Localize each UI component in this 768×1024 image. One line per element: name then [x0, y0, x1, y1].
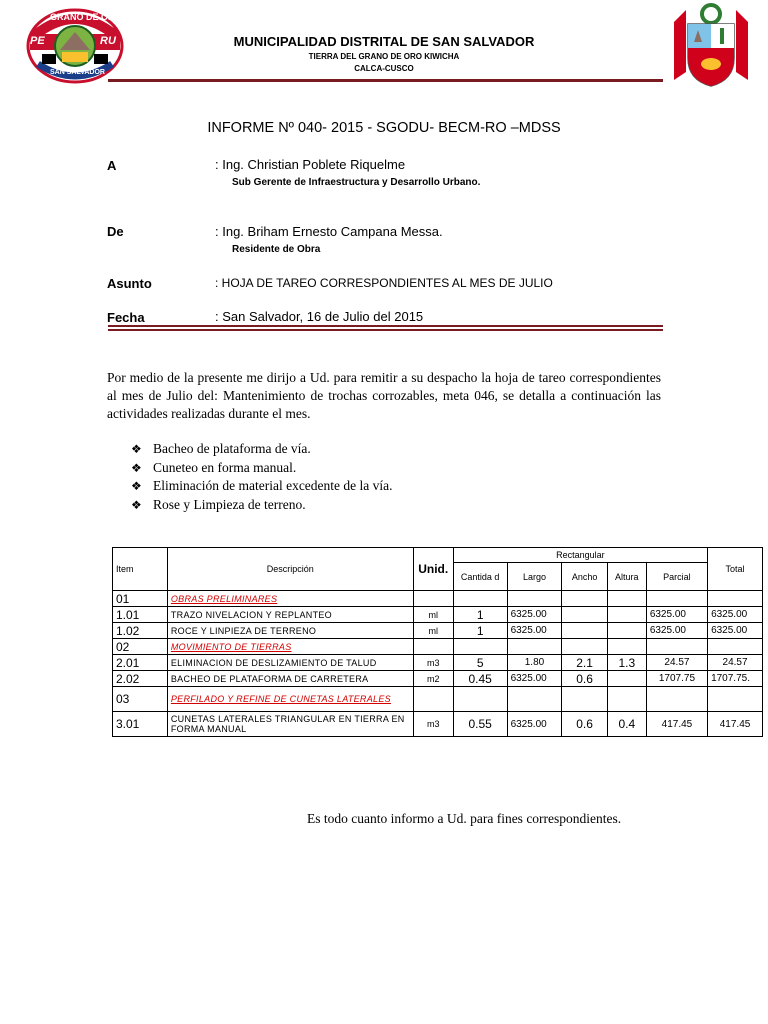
cell-total	[708, 639, 763, 655]
col-header-descripcion: Descripción	[167, 548, 413, 591]
col-header-total: Total	[708, 548, 763, 591]
col-header-parcial: Parcial	[646, 563, 707, 591]
date-value: : San Salvador, 16 de Julio del 2015	[215, 309, 424, 324]
org-tagline: TIERRA DEL GRANO DE ORO KIWICHA	[308, 52, 460, 61]
table-row	[113, 623, 763, 639]
cell-cantidad: 1	[453, 607, 507, 623]
cell-total: 1707.75.	[708, 671, 763, 687]
fields-rule-bottom	[108, 329, 663, 331]
cell-ancho	[562, 639, 607, 655]
cell-cantidad: 0.55	[453, 712, 507, 737]
to-value: : Ing. Christian Poblete Riquelme	[215, 157, 406, 172]
tareo-table	[112, 547, 763, 737]
table-row	[113, 671, 763, 687]
cell-ancho	[562, 607, 607, 623]
list-item	[131, 496, 393, 515]
cell-unid	[413, 639, 453, 655]
activities-list	[131, 440, 393, 514]
cell-parcial: 417.45	[646, 712, 707, 737]
header-rule	[108, 79, 663, 82]
list-item	[131, 477, 393, 496]
cell-desc: OBRAS PRELIMINARES	[167, 591, 413, 607]
col-header-unid: Unid.	[413, 548, 453, 591]
cell-item: 01	[113, 591, 168, 607]
col-header-ancho: Ancho	[562, 563, 607, 591]
cell-parcial	[646, 687, 707, 712]
cell-largo: 6325.00	[507, 671, 562, 687]
from-value: : Ing. Briham Ernesto Campana Messa.	[215, 224, 443, 239]
cell-item: 03	[113, 687, 168, 712]
cell-cantidad	[453, 591, 507, 607]
cell-parcial: 6325.00	[646, 607, 707, 623]
table-row	[113, 655, 763, 671]
logo-text-top: GRANO DE ORO	[50, 12, 122, 22]
cell-cantidad	[453, 687, 507, 712]
table-row	[113, 591, 763, 607]
fields-rule-top	[108, 325, 663, 327]
cell-unid: m3	[413, 655, 453, 671]
cell-item: 1.02	[113, 623, 168, 639]
cell-desc: CUNETAS LATERALES TRIANGULAR EN TIERRA EN FORMA MANUAL	[167, 712, 413, 737]
cell-altura	[607, 623, 646, 639]
closing-text: Es todo cuanto informo a Ud. para fines correspondientes.	[307, 811, 622, 826]
list-item	[131, 440, 393, 459]
subject-label: Asunto	[107, 276, 152, 291]
cell-total: 6325.00	[708, 607, 763, 623]
cell-total	[708, 687, 763, 712]
cell-ancho: 0.6	[562, 712, 607, 737]
date-label: Fecha	[107, 310, 145, 325]
cell-largo	[507, 591, 562, 607]
cell-total: 6325.00	[708, 623, 763, 639]
table-row	[113, 687, 763, 712]
bullet-text: Rose y Limpieza de terreno.	[153, 496, 306, 512]
cell-ancho	[562, 623, 607, 639]
list-item	[131, 459, 393, 478]
col-header-cantidad: Cantida d	[453, 563, 507, 591]
cell-unid: ml	[413, 607, 453, 623]
cell-ancho: 0.6	[562, 671, 607, 687]
cell-parcial: 6325.00	[646, 623, 707, 639]
cell-desc: TRAZO NIVELACION Y REPLANTEO	[167, 607, 413, 623]
cell-desc: PERFILADO Y REFINE DE CUNETAS LATERALES	[167, 687, 413, 712]
cell-unid	[413, 687, 453, 712]
cell-unid	[413, 591, 453, 607]
cell-parcial: 24.57	[646, 655, 707, 671]
cell-altura	[607, 607, 646, 623]
col-header-altura: Altura	[607, 563, 646, 591]
cell-item: 3.01	[113, 712, 168, 737]
cell-desc: BACHEO DE PLATAFORMA DE CARRETERA	[167, 671, 413, 687]
cell-total: 24.57	[708, 655, 763, 671]
org-location: CALCA-CUSCO	[354, 64, 414, 73]
col-header-rectangular: Rectangular	[453, 548, 707, 563]
cell-desc: ELIMINACION DE DESLIZAMIENTO DE TALUD	[167, 655, 413, 671]
diamond-bullet-icon: ❖	[131, 497, 142, 512]
cell-total	[708, 591, 763, 607]
bullet-text: Bacheo de plataforma de vía.	[153, 441, 311, 456]
from-label: De	[107, 224, 124, 239]
informe-title: INFORME Nº 040- 2015 - SGODU- BECM-RO –MDSS	[207, 120, 561, 136]
diamond-bullet-icon: ❖	[131, 442, 142, 456]
cell-ancho: 2.1	[562, 655, 607, 671]
cell-item: 2.02	[113, 671, 168, 687]
cell-altura	[607, 671, 646, 687]
logo-text-right: RU	[100, 35, 116, 47]
cell-ancho	[562, 687, 607, 712]
cell-largo	[507, 639, 562, 655]
from-position: Residente de Obra	[232, 244, 321, 255]
cell-total: 417.45	[708, 712, 763, 737]
cell-unid: ml	[413, 623, 453, 639]
col-header-largo: Largo	[507, 563, 562, 591]
national-shield-icon	[672, 2, 750, 90]
cell-largo: 6325.00	[507, 712, 562, 737]
cell-altura: 0.4	[607, 712, 646, 737]
cell-parcial	[646, 591, 707, 607]
logo-text-bottom: SAN SALVADOR	[50, 69, 105, 76]
cell-altura	[607, 687, 646, 712]
subject-value: : HOJA DE TAREO CORRESPONDIENTES AL MES DE JULIO	[215, 276, 553, 290]
cell-parcial	[646, 639, 707, 655]
to-label: A	[107, 158, 117, 173]
cell-unid: m2	[413, 671, 453, 687]
cell-desc: MOVIMIENTO DE TIERRAS	[167, 639, 413, 655]
bullet-text: Eliminación de material excedente de la vía.	[153, 478, 393, 493]
cell-unid: m3	[413, 712, 453, 737]
logo-text-left: PE	[30, 35, 45, 47]
cell-item: 02	[113, 639, 168, 655]
org-name: MUNICIPALIDAD DISTRITAL DE SAN SALVADOR	[233, 34, 535, 49]
cell-largo: 6325.00	[507, 607, 562, 623]
cell-cantidad: 1	[453, 623, 507, 639]
cell-largo	[507, 687, 562, 712]
diamond-bullet-icon: ❖	[131, 479, 142, 493]
cell-item: 2.01	[113, 655, 168, 671]
cell-altura: 1.3	[607, 655, 646, 671]
cell-ancho	[562, 591, 607, 607]
table-row	[113, 712, 763, 737]
cell-largo: 6325.00	[507, 623, 562, 639]
cell-desc: ROCE Y LINPIEZA DE TERRENO	[167, 623, 413, 639]
bullet-text: Cuneteo en forma manual.	[153, 459, 297, 475]
cell-altura	[607, 591, 646, 607]
cell-parcial: 1707.75	[646, 671, 707, 687]
body-paragraph: Por medio de la presente me dirijo a Ud. para remitir a su despacho la hoja de tareo correspondientes al mes de Julio del: Mantenimiento de trochas corrozables, meta 046, se detalla a continuación las actividades realizadas durante el mes.	[107, 370, 661, 421]
cell-cantidad	[453, 639, 507, 655]
diamond-bullet-icon: ❖	[131, 460, 142, 475]
cell-cantidad: 5	[453, 655, 507, 671]
cell-largo: 1.80	[507, 655, 562, 671]
to-position: Sub Gerente de Infraestructura y Desarrollo Urbano.	[232, 177, 481, 188]
table-row	[113, 607, 763, 623]
cell-cantidad: 0.45	[453, 671, 507, 687]
table-row	[113, 639, 763, 655]
cell-item: 1.01	[113, 607, 168, 623]
col-header-item: Item	[113, 548, 168, 591]
cell-altura	[607, 639, 646, 655]
